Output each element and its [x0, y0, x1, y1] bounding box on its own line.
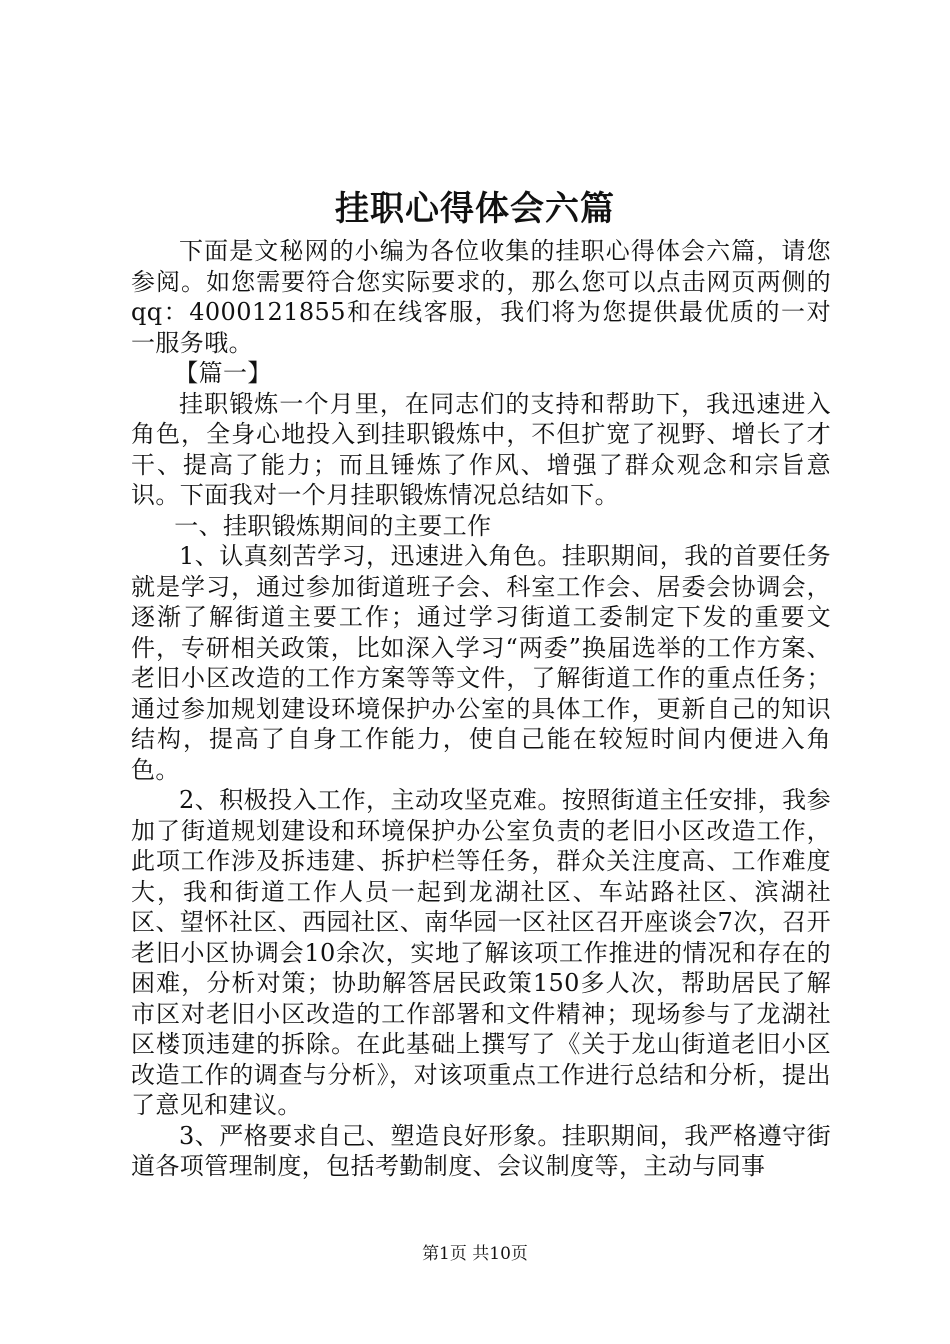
document-body — [131, 236, 831, 1182]
section-heading-part-one: 【篇一】 — [174, 359, 272, 387]
subsection-heading: 一、挂职锻炼期间的主要工作 — [174, 511, 492, 540]
document-title: 挂职心得体会六篇 — [335, 189, 615, 229]
page-footer: 第1页 共10页 — [422, 1244, 528, 1264]
body-paragraph: 2、积极投入工作，主动攻坚克难。按照街道主任安排，我参加了街道规划建设和环境保护办公室负责的老旧小区改造工作，此项工作涉及拆违建、拆护栏等任务，群众关注度高、工作难度大，我和街道工作人员一起到龙湖社区、车站路社区、滨湖社区、望怀社区、西园社区、南华园一区社区召开座谈会7次，召开老旧小区协调会10余次，实地了解该项工作推进的情况和存在的困难，分析对策；协助解答居民政策150多人次，帮助居民了解市区对老旧小区改造的工作部署和文件精神；现场参与了龙湖社区楼顶违建的拆除。在此基础上撰写了《关于龙山街道老旧小区改造工作的调查与分析》，对该项重点工作进行总结和分析，提出了意见和建议。 — [131, 786, 831, 1119]
body-paragraph: 挂职锻炼一个月里，在同志们的支持和帮助下，我迅速进入角色，全身心地投入到挂职锻炼中，不但扩宽了视野、增长了才干、提高了能力；而且锤炼了作风、增强了群众观念和宗旨意识。下面我对一个月挂职锻炼情况总结如下。 — [131, 389, 831, 509]
intro-paragraph: 下面是文秘网的小编为各位收集的挂职心得体会六篇，请您参阅。如您需要符合您实际要求的，那么您可以点击网页两侧的qq：4000121855和在线客服，我们将为您提供最优质的一对一服务哦。 — [131, 237, 831, 357]
body-paragraph: 1、认真刻苦学习，迅速进入角色。挂职期间，我的首要任务就是学习，通过参加街道班子会、科室工作会、居委会协调会，逐渐了解街道主要工作；通过学习街道工委制定下发的重要文件，专研相关政策，比如深入学习“两委”换届选举的工作方案、老旧小区改造的工作方案等等文件，了解街道工作的重点任务；通过参加规划建设环境保护办公室的具体工作，更新自己的知识结构，提高了自身工作能力，使自己能在较短时间内便进入角色。 — [131, 542, 831, 784]
body-paragraph: 3、严格要求自己、塑造良好形象。挂职期间，我严格遵守街道各项管理制度，包括考勤制度、会议制度等，主动与同事 — [131, 1121, 831, 1180]
